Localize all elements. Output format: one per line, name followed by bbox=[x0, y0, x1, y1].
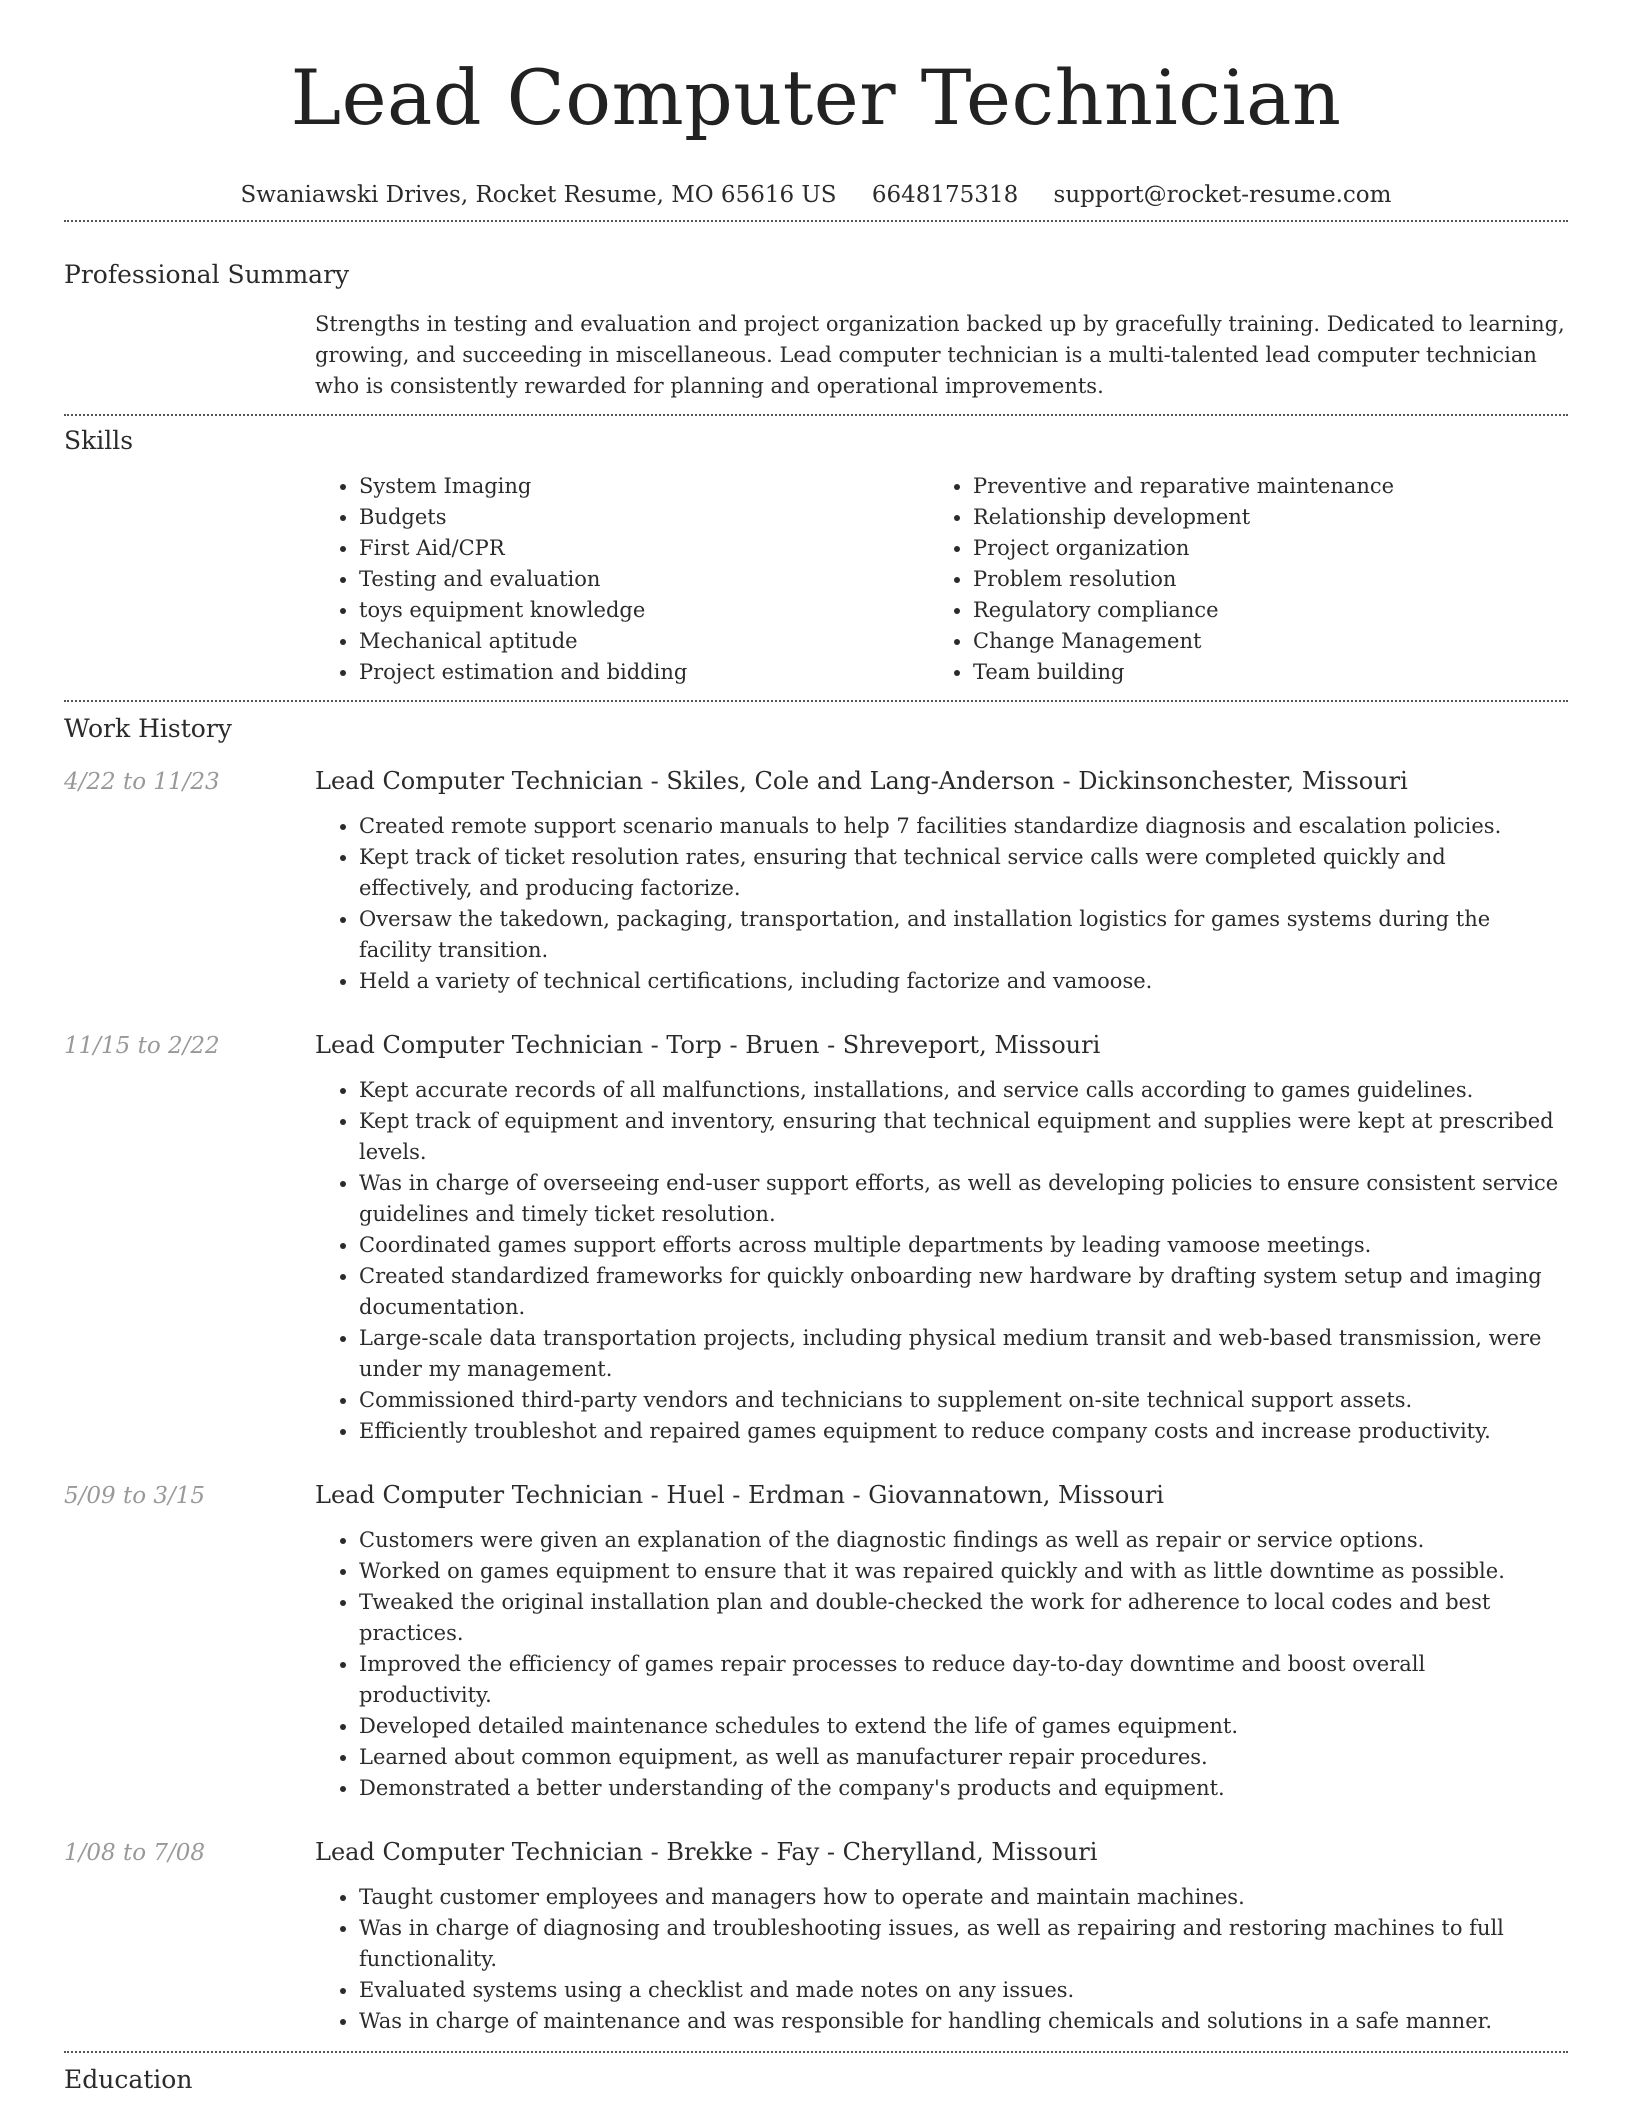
skill-item: • Relationship development bbox=[973, 502, 1543, 533]
work-section bbox=[64, 702, 1568, 2037]
skill-item: • Regulatory compliance bbox=[973, 595, 1543, 626]
skill-item: • First Aid/CPR bbox=[359, 533, 929, 564]
contact-address: Swaniawski Drives, Rocket Resume, MO 65616 US bbox=[240, 182, 837, 208]
job-bullet: • Worked on games equipment to ensure that it was repaired quickly and with as little downtime as possible. bbox=[359, 1556, 1568, 1587]
job-bullet: • Kept track of ticket resolution rates, ensuring that technical service calls were completed quickly and effectively, and producing factorize. bbox=[359, 842, 1568, 904]
contact-phone: 6648175318 bbox=[871, 182, 1019, 208]
skill-item: • Change Management bbox=[973, 626, 1543, 657]
skill-item: • Project estimation and bidding bbox=[359, 657, 929, 688]
job-bullets bbox=[315, 1882, 1568, 2037]
education-section bbox=[64, 2053, 1568, 2094]
skills-list-right bbox=[929, 471, 1543, 688]
job-title: Lead Computer Technician - Torp - Bruen - Shreveport, Missouri bbox=[315, 1031, 1101, 1059]
job-bullet: • Efficiently troubleshot and repaired games equipment to reduce company costs and increase productivity. bbox=[359, 1416, 1568, 1447]
job-bullet: • Large-scale data transportation projects, including physical medium transit and web-based transmission, were under my management. bbox=[359, 1323, 1568, 1385]
job-dates: 11/15 to 2/22 bbox=[64, 1033, 220, 1059]
job-bullet: • Commissioned third-party vendors and technicians to supplement on-site technical support assets. bbox=[359, 1385, 1568, 1416]
job-bullet: • Demonstrated a better understanding of the company's products and equipment. bbox=[359, 1773, 1568, 1804]
job-dates: 4/22 to 11/23 bbox=[64, 769, 220, 795]
job-bullet: • Taught customer employees and managers how to operate and maintain machines. bbox=[359, 1882, 1568, 1913]
skill-item: • Preventive and reparative maintenance bbox=[973, 471, 1543, 502]
job-dates: 5/09 to 3/15 bbox=[64, 1483, 206, 1509]
job-bullet: • Coordinated games support efforts across multiple departments by leading vamoose meetings. bbox=[359, 1230, 1568, 1261]
job-bullet: • Learned about common equipment, as well as manufacturer repair procedures. bbox=[359, 1742, 1568, 1773]
skills-title: Skills bbox=[64, 426, 134, 455]
skill-item: • System Imaging bbox=[359, 471, 929, 502]
job-bullet: • Kept track of equipment and inventory, ensuring that technical equipment and supplies were kept at prescribed levels. bbox=[359, 1106, 1568, 1168]
job-bullet: • Created remote support scenario manuals to help 7 facilities standardize diagnosis and escalation policies. bbox=[359, 811, 1568, 842]
summary-section bbox=[64, 222, 1568, 402]
skill-item: • Testing and evaluation bbox=[359, 564, 929, 595]
job-bullet: • Developed detailed maintenance schedules to extend the life of games equipment. bbox=[359, 1711, 1568, 1742]
skills-list-left bbox=[315, 471, 929, 688]
skill-item: • toys equipment knowledge bbox=[359, 595, 929, 626]
job-entry bbox=[64, 1838, 1568, 2037]
job-bullet: • Was in charge of maintenance and was responsible for handling chemicals and solutions in a safe manner. bbox=[359, 2006, 1568, 2037]
job-bullet: • Kept accurate records of all malfunctions, installations, and service calls according to games guidelines. bbox=[359, 1075, 1568, 1106]
summary-text: Strengths in testing and evaluation and project organization backed up by gracefully training. Dedicated to learning, growing, and succeeding in miscellaneous. Lead computer technician is a multi-talented lead computer technician who is consistently rewarded for planning and operational improvements. bbox=[315, 312, 1565, 398]
skill-item: • Mechanical aptitude bbox=[359, 626, 929, 657]
job-title: Lead Computer Technician - Huel - Erdman - Giovannatown, Missouri bbox=[315, 1481, 1164, 1509]
job-bullet: • Was in charge of diagnosing and troubleshooting issues, as well as repairing and restoring machines to full functionality. bbox=[359, 1913, 1568, 1975]
work-title: Work History bbox=[64, 714, 232, 743]
job-bullets bbox=[315, 1075, 1568, 1447]
job-bullets bbox=[315, 1525, 1568, 1804]
skill-item: • Problem resolution bbox=[973, 564, 1543, 595]
contact-line bbox=[64, 182, 1568, 214]
job-bullet: • Evaluated systems using a checklist and made notes on any issues. bbox=[359, 1975, 1568, 2006]
education-title: Education bbox=[64, 2065, 193, 2094]
contact-email: support@rocket-resume.com bbox=[1053, 182, 1392, 208]
job-bullet: • Held a variety of technical certifications, including factorize and vamoose. bbox=[359, 966, 1568, 997]
job-bullet: • Customers were given an explanation of the diagnostic findings as well as repair or service options. bbox=[359, 1525, 1568, 1556]
candidate-name: Lead Computer Technician bbox=[290, 53, 1342, 142]
job-bullet: • Improved the efficiency of games repair processes to reduce day-to-day downtime and boost overall productivity. bbox=[359, 1649, 1568, 1711]
job-title: Lead Computer Technician - Skiles, Cole and Lang-Anderson - Dickinsonchester, Missouri bbox=[315, 767, 1408, 795]
job-bullets bbox=[315, 811, 1568, 997]
skill-item: • Project organization bbox=[973, 533, 1543, 564]
job-bullet: • Tweaked the original installation plan and double-checked the work for adherence to local codes and best practices. bbox=[359, 1587, 1568, 1649]
job-bullet: • Created standardized frameworks for quickly onboarding new hardware by drafting system setup and imaging documentation. bbox=[359, 1261, 1568, 1323]
skill-item: • Budgets bbox=[359, 502, 929, 533]
skill-item: • Team building bbox=[973, 657, 1543, 688]
job-title: Lead Computer Technician - Brekke - Fay - Cherylland, Missouri bbox=[315, 1838, 1098, 1866]
job-bullet: • Oversaw the takedown, packaging, transportation, and installation logistics for games systems during the facility transition. bbox=[359, 904, 1568, 966]
job-entry bbox=[64, 767, 1568, 997]
skills-section bbox=[64, 416, 1568, 688]
job-dates: 1/08 to 7/08 bbox=[64, 1840, 206, 1866]
job-entry bbox=[64, 1481, 1568, 1804]
resume-page bbox=[64, 0, 1568, 2094]
job-bullet: • Was in charge of overseeing end-user support efforts, as well as developing policies to ensure consistent service guidelines and timely ticket resolution. bbox=[359, 1168, 1568, 1230]
summary-title: Professional Summary bbox=[64, 260, 350, 289]
job-entry bbox=[64, 1031, 1568, 1447]
